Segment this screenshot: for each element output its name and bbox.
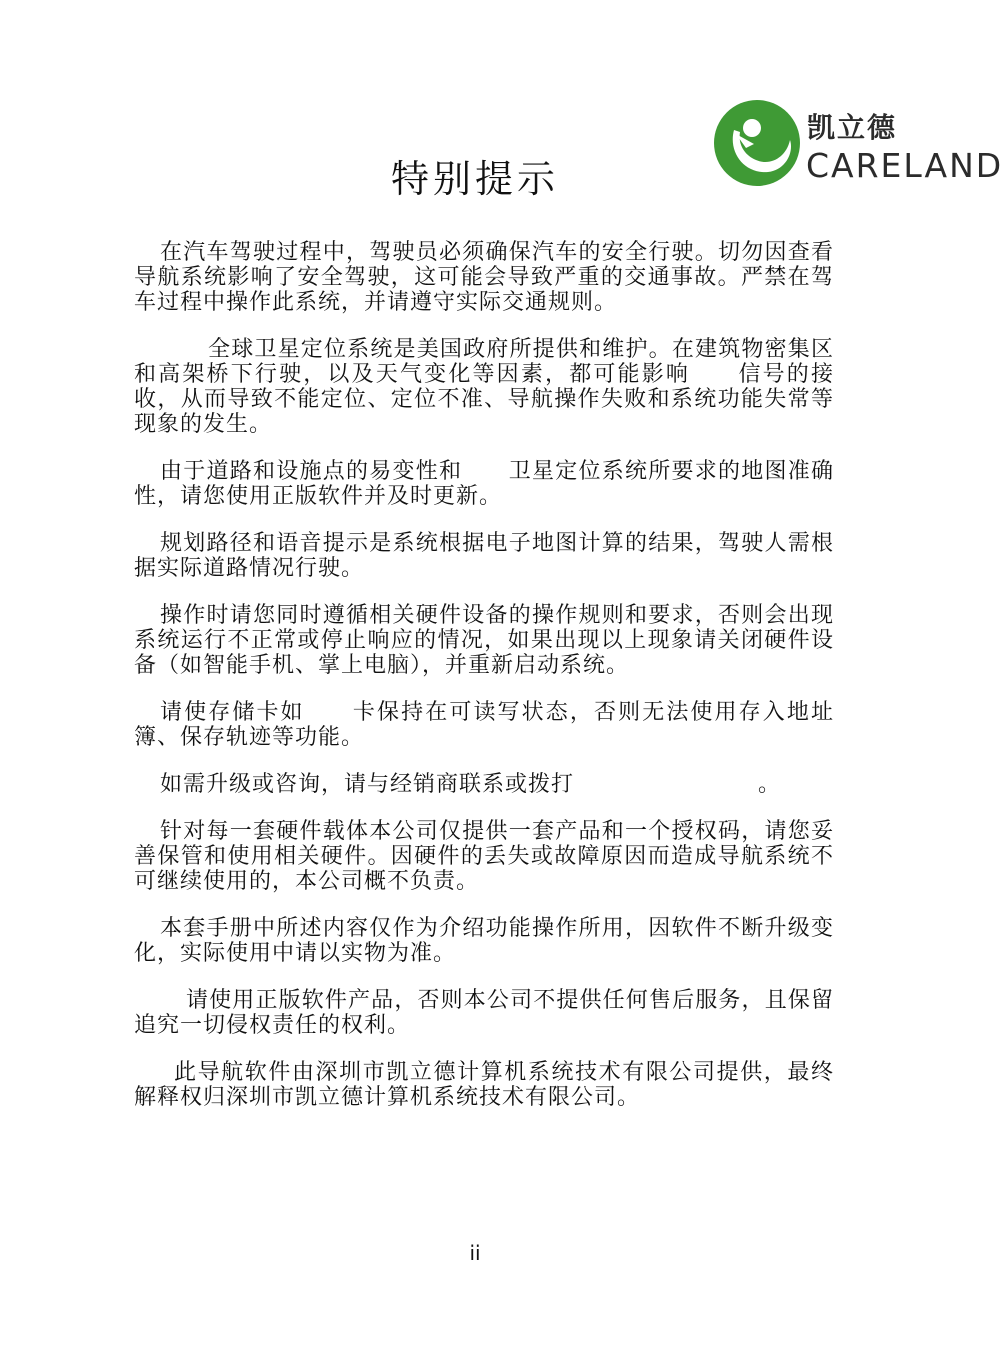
paragraph-route-planning: 规划路径和语音提示是系统根据电子地图计算的结果，驾驶人需根据实际道路情况行驶。 xyxy=(134,531,834,581)
logo-chinese-name: 凯立德 xyxy=(807,111,898,144)
page-title: 特别提示 xyxy=(390,157,559,201)
paragraph-manual-disclaimer: 本套手册中所述内容仅作为介绍功能操作所用，因软件不断升级变化，实际使用中请以实物为准。 xyxy=(134,916,834,966)
paragraph-gps-signal: 全球卫星定位系统是美国政府所提供和维护。在建筑物密集区和高架桥下行驶，以及天气变化等因素，都可能影响 信号的接收，从而导致不能定位、定位不准、导航操作失败和系统功能失常等现象的发生。 xyxy=(134,337,834,437)
paragraph-map-accuracy: 由于道路和设施点的易变性和 卫星定位系统所要求的地图准确性，请您使用正版软件并及时更新。 xyxy=(134,459,834,509)
paragraph-provider: 此导航软件由深圳市凯立德计算机系统技术有限公司提供，最终解释权归深圳市凯立德计算机系统技术有限公司。 xyxy=(134,1060,834,1110)
paragraph-storage-card: 请使存储卡如 卡保持在可读写状态，否则无法使用存入地址簿、保存轨迹等功能。 xyxy=(134,700,834,750)
paragraph-license: 针对每一套硬件载体本公司仅提供一套产品和一个授权码，请您妥善保管和使用相关硬件。因硬件的丢失或故障原因而造成导航系统不可继续使用的，本公司概不负责。 xyxy=(134,819,834,894)
paragraph-hardware-operation: 操作时请您同时遵循相关硬件设备的操作规则和要求，否则会出现系统运行不正常或停止响应的情况，如果出现以上现象请关闭硬件设备（如智能手机、掌上电脑），并重新启动系统。 xyxy=(134,603,834,678)
page-number: ii xyxy=(469,1241,481,1265)
paragraph-safe-driving: 在汽车驾驶过程中，驾驶员必须确保汽车的安全行驶。切勿因查看导航系统影响了安全驾驶，这可能会导致严重的交通事故。严禁在驾车过程中操作此系统，并请遵守实际交通规则。 xyxy=(134,240,834,315)
logo-english-name: CARELAND xyxy=(806,146,1003,185)
paragraph-genuine-software: 请使用正版软件产品，否则本公司不提供任何售后服务，且保留追究一切侵权责任的权利。 xyxy=(134,988,834,1038)
notice-body xyxy=(134,240,834,1132)
paragraph-upgrade-contact: 如需升级或咨询，请与经销商联系或拨打 。 xyxy=(160,772,782,797)
